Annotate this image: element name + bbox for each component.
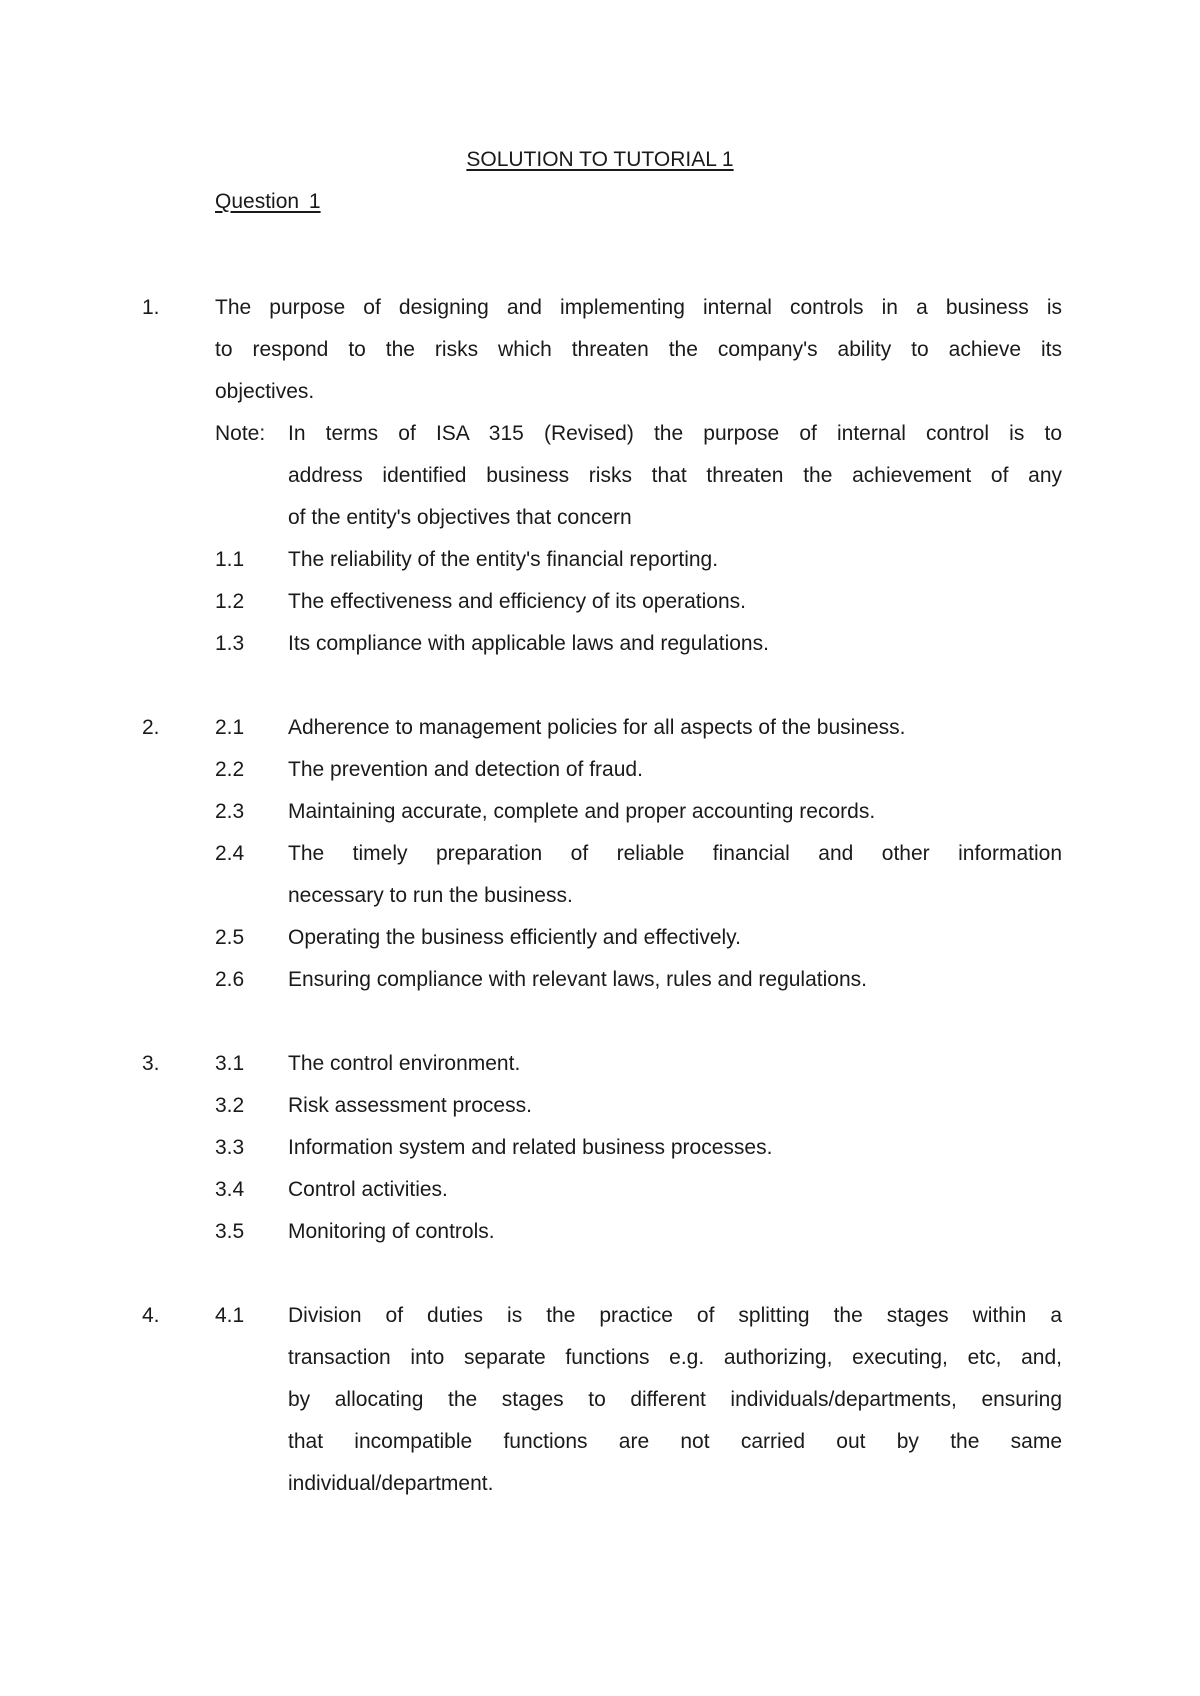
list-item — [142, 754, 1062, 796]
item-text: transaction into separate functions e.g. authorizing, executing, etc, and, — [288, 1346, 1062, 1369]
paragraph-text: to respond to the risks which threaten the company's ability to achieve its — [215, 338, 1062, 361]
section-1-line-3 — [142, 376, 1062, 418]
list-item — [142, 1174, 1062, 1216]
item-text: The effectiveness and efficiency of its operations. — [288, 590, 746, 613]
document-title: SOLUTION TO TUTORIAL 1 — [466, 148, 734, 171]
paragraph-text: objectives. — [215, 380, 315, 403]
list-item — [142, 838, 1062, 880]
item-number: 2.4 — [215, 842, 245, 865]
item-text: The prevention and detection of fraud. — [288, 758, 643, 781]
question-heading: Question 1 — [215, 190, 321, 213]
section-1-line-1 — [142, 292, 1062, 334]
list-item — [142, 1090, 1062, 1132]
item-number: 4.1 — [215, 1304, 245, 1327]
item-number: 3.3 — [215, 1136, 245, 1159]
item-number: 3.1 — [215, 1052, 245, 1075]
item-text: Information system and related business processes. — [288, 1136, 773, 1159]
item-number: 1.2 — [215, 590, 245, 613]
item-text: The timely preparation of reliable financial and other information — [288, 842, 1062, 865]
item-text: Operating the business efficiently and effectively. — [288, 926, 741, 949]
item-text: Adherence to management policies for all aspects of the business. — [288, 716, 906, 739]
item-text: by allocating the stages to different individuals/departments, ensuring — [288, 1388, 1062, 1411]
item-text: The reliability of the entity's financial reporting. — [288, 548, 719, 571]
list-item — [142, 964, 1062, 1006]
item-number: 2.5 — [215, 926, 245, 949]
section-number: 2. — [142, 716, 160, 739]
list-item — [142, 1216, 1062, 1258]
list-item — [142, 628, 1062, 670]
list-item-continuation — [142, 880, 1062, 922]
note-line-2 — [142, 460, 1062, 502]
item-text: Monitoring of controls. — [288, 1220, 495, 1243]
note-text: of the entity's objectives that concern — [288, 506, 632, 529]
list-item — [142, 1048, 1062, 1090]
item-number: 3.4 — [215, 1178, 245, 1201]
list-item — [142, 1132, 1062, 1174]
item-number: 2.3 — [215, 800, 245, 823]
item-text: Ensuring compliance with relevant laws, rules and regulations. — [288, 968, 867, 991]
item-number: 3.5 — [215, 1220, 245, 1243]
section-number: 3. — [142, 1052, 160, 1075]
note-label: Note: — [215, 422, 266, 445]
item-number: 1.1 — [215, 548, 245, 571]
item-text: necessary to run the business. — [288, 884, 573, 907]
item-number: 1.3 — [215, 632, 245, 655]
paragraph-text: The purpose of designing and implementing internal controls in a business is — [215, 296, 1062, 319]
list-item — [142, 922, 1062, 964]
list-item-continuation — [142, 1468, 1062, 1510]
note-text: In terms of ISA 315 (Revised) the purpose of internal control is to — [288, 422, 1062, 445]
section-number: 4. — [142, 1304, 160, 1327]
item-text: individual/department. — [288, 1472, 494, 1495]
item-text: Control activities. — [288, 1178, 448, 1201]
note-line-1 — [142, 418, 1062, 460]
item-text: that incompatible functions are not carried out by the same — [288, 1430, 1062, 1453]
note-text: address identified business risks that threaten the achievement of any — [288, 464, 1062, 487]
item-text: Maintaining accurate, complete and proper accounting records. — [288, 800, 876, 823]
item-number: 2.6 — [215, 968, 245, 991]
item-text: The control environment. — [288, 1052, 521, 1075]
item-text: Its compliance with applicable laws and regulations. — [288, 632, 769, 655]
list-item — [142, 796, 1062, 838]
item-number: 2.2 — [215, 758, 245, 781]
note-line-3 — [142, 502, 1062, 544]
list-item — [142, 586, 1062, 628]
item-text: Division of duties is the practice of splitting the stages within a — [288, 1304, 1062, 1327]
section-number: 1. — [142, 296, 160, 319]
list-item — [142, 544, 1062, 586]
list-item-continuation — [142, 1426, 1062, 1468]
item-number: 2.1 — [215, 716, 245, 739]
list-item-continuation — [142, 1342, 1062, 1384]
list-item-continuation — [142, 1384, 1062, 1426]
list-item — [142, 712, 1062, 754]
item-number: 3.2 — [215, 1094, 245, 1117]
section-1-line-2 — [142, 334, 1062, 376]
item-text: Risk assessment process. — [288, 1094, 532, 1117]
list-item — [142, 1300, 1062, 1342]
answer-content — [142, 292, 1062, 1510]
